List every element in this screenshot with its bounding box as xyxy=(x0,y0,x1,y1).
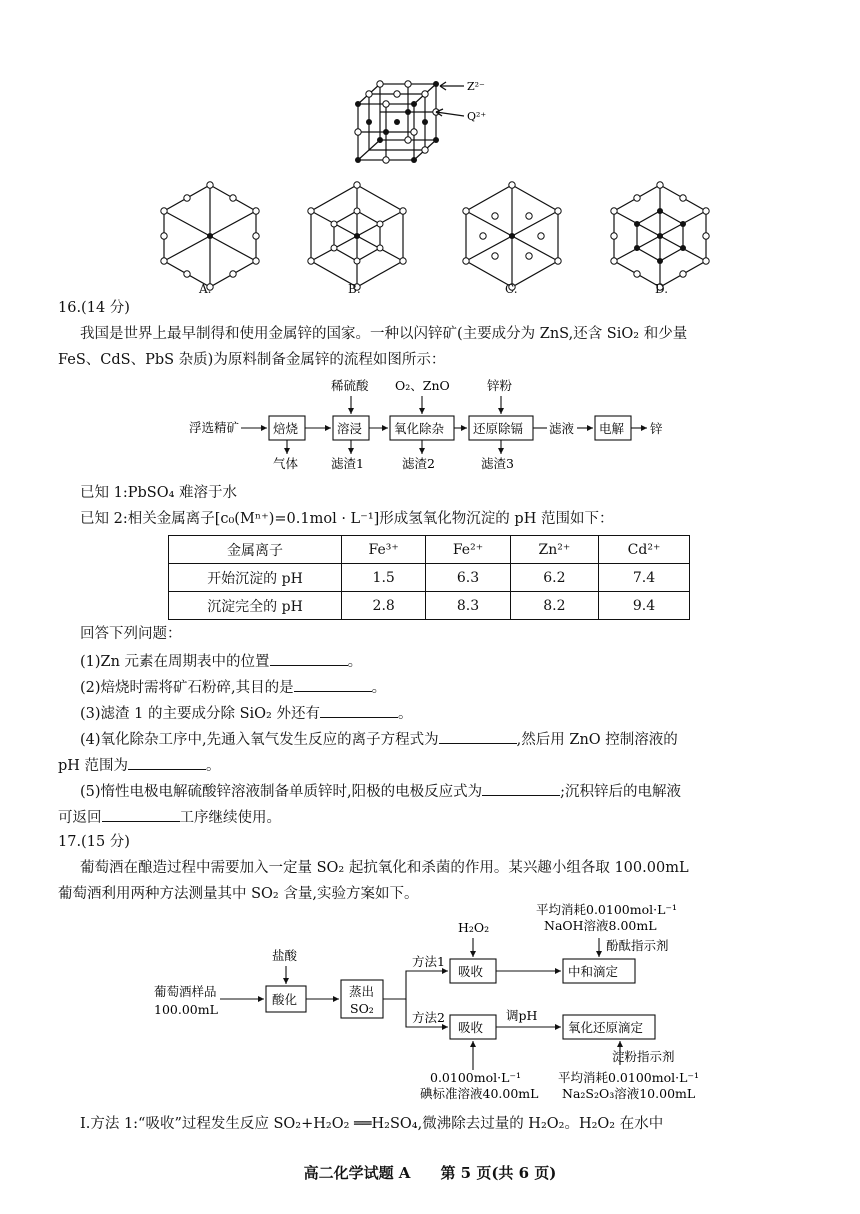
option-a-label: A. xyxy=(199,282,212,296)
q16-sub2: (2)焙烧时需将矿石粉碎,其目的是 。 xyxy=(80,677,386,698)
q16-intro-1: 我国是世界上最早制得和使用金属锌的国家。一种以闪锌矿(主要成分为 ZnS,还含 SiO₂ 和少量 xyxy=(80,326,688,342)
flow-step-roast: 焙烧 xyxy=(273,421,299,436)
option-c-label: C. xyxy=(505,282,518,296)
q17-acidify: 酸化 xyxy=(272,992,298,1007)
q17-na2s2o3-conc: 平均消耗0.0100mol·L⁻¹ xyxy=(558,1070,699,1085)
page-footer: 高二化学试题 A 第 5 页(共 6 页) xyxy=(303,1164,557,1182)
flow-reagent-acid: 稀硫酸 xyxy=(331,378,369,393)
q17-method2: 方法2 xyxy=(412,1010,445,1025)
q17-absorb-1: 吸收 xyxy=(458,964,484,979)
table-row xyxy=(169,564,690,592)
q17-iodine-vol: 碘标准溶液40.00mL xyxy=(420,1086,539,1101)
q16-header: 16.(14 分) xyxy=(58,300,130,316)
q16-answer-prompt: 回答下列问题： xyxy=(80,626,182,642)
flow-product-zinc: 锌 xyxy=(650,421,663,436)
q17-redox-titration: 氧化还原滴定 xyxy=(568,1020,644,1035)
table-header-row xyxy=(169,536,690,564)
q17-starch: 淀粉指示剂 xyxy=(612,1049,675,1064)
table-cell: 7.4 xyxy=(599,564,690,592)
q17-sample-volume: 100.00mL xyxy=(154,1002,218,1017)
flow-step-oxidize: 氧化除杂 xyxy=(394,421,445,436)
q16-sub5-cont: 可返回 工序继续使用。 xyxy=(58,807,281,828)
q17-absorb-2: 吸收 xyxy=(458,1020,484,1035)
q17-header: 17.(15 分) xyxy=(58,834,130,850)
table-cell: 6.2 xyxy=(510,564,598,592)
answer-blank[interactable] xyxy=(128,755,206,770)
table-header: Zn²⁺ xyxy=(510,536,598,564)
q17-naoh-vol: NaOH溶液8.00mL xyxy=(544,918,657,933)
ph-table xyxy=(168,535,690,620)
flow-start: 浮选精矿 xyxy=(189,420,240,435)
flow-out-gas: 气体 xyxy=(273,456,299,471)
answer-blank[interactable] xyxy=(270,651,348,666)
flow-out-residue2: 滤渣2 xyxy=(402,456,435,471)
flow-filtrate: 滤液 xyxy=(549,421,575,436)
flow-reagent-o2: O₂、ZnO xyxy=(395,378,450,393)
q16-known-1: 已知 1:PbSO₄ 难溶于水 xyxy=(80,485,238,501)
table-header: 金属离子 xyxy=(169,536,342,564)
table-cell: 2.8 xyxy=(342,592,426,620)
flow-step-reduce: 还原除镉 xyxy=(473,421,524,436)
so2-experiment-flowchart xyxy=(150,900,720,1105)
option-b-label: B. xyxy=(348,282,361,296)
table-cell: 6.3 xyxy=(426,564,510,592)
crystal-lattice-figure xyxy=(340,62,510,172)
q16-known-2: 已知 2:相关金属离子[c₀(Mⁿ⁺)=0.1mol · L⁻¹]形成氢氧化物沉淀的 pH 范围如下： xyxy=(80,511,614,527)
q17-naoh-conc: 平均消耗0.0100mol·L⁻¹ xyxy=(536,902,677,917)
table-header: Fe³⁺ xyxy=(342,536,426,564)
q16-sub4: (4)氧化除杂工序中,先通入氧气发生反应的离子方程式为 ,然后用 ZnO 控制溶液的 xyxy=(80,729,678,750)
zinc-process-flowchart xyxy=(185,374,685,474)
q17-iodine-conc: 0.0100mol·L⁻¹ xyxy=(430,1070,521,1085)
q17-distill-so2: SO₂ xyxy=(350,1001,374,1016)
q17-acid: 盐酸 xyxy=(272,948,298,963)
answer-blank[interactable] xyxy=(294,677,372,692)
option-d-label: D. xyxy=(655,282,669,296)
q17-h2o2: H₂O₂ xyxy=(458,920,490,935)
answer-blank[interactable] xyxy=(102,807,180,822)
table-row xyxy=(169,592,690,620)
flow-step-leach: 溶浸 xyxy=(337,421,363,436)
flow-out-residue3: 滤渣3 xyxy=(481,456,514,471)
q16-intro-2: FeS、CdS、PbS 杂质)为原料制备金属锌的流程如图所示： xyxy=(58,352,446,368)
q16-sub1: (1)Zn 元素在周期表中的位置 。 xyxy=(80,651,362,672)
table-cell: 8.3 xyxy=(426,592,510,620)
q17-intro-1: 葡萄酒在酿造过程中需要加入一定量 SO₂ 起抗氧化和杀菌的作用。某兴趣小组各取 100.00mL xyxy=(80,860,689,876)
q-ion-label: Q²⁺ xyxy=(467,110,487,123)
table-header: Fe²⁺ xyxy=(426,536,510,564)
table-cell: 9.4 xyxy=(599,592,690,620)
q17-na2s2o3-vol: Na₂S₂O₃溶液10.00mL xyxy=(562,1086,696,1101)
q17-method1: 方法1 xyxy=(412,954,445,969)
table-header: Cd²⁺ xyxy=(599,536,690,564)
q17-neutral-titration: 中和滴定 xyxy=(568,964,619,979)
table-cell: 8.2 xyxy=(510,592,598,620)
q17-sample-label: 葡萄酒样品 xyxy=(154,984,217,999)
flow-out-residue1: 滤渣1 xyxy=(331,456,364,471)
q17-distill: 蒸出 xyxy=(349,984,375,999)
answer-blank[interactable] xyxy=(439,729,517,744)
q17-adjust-ph: 调pH xyxy=(506,1008,538,1023)
q17-phenolphthalein: 酚酞指示剂 xyxy=(606,938,669,953)
table-cell: 1.5 xyxy=(342,564,426,592)
z-ion-label: Z²⁻ xyxy=(467,80,485,93)
q16-sub3: (3)滤渣 1 的主要成分除 SiO₂ 外还有 。 xyxy=(80,703,412,724)
flow-reagent-zn: 锌粉 xyxy=(487,378,513,393)
hexagon-options-figure xyxy=(150,180,710,295)
q17-intro-2: 葡萄酒利用两种方法测量其中 SO₂ 含量,实验方案如下。 xyxy=(58,886,419,902)
flow-step-electrolysis: 电解 xyxy=(599,421,625,436)
table-cell: 开始沉淀的 pH xyxy=(169,564,342,592)
answer-blank[interactable] xyxy=(320,703,398,718)
answer-blank[interactable] xyxy=(482,781,560,796)
q16-sub5: (5)惰性电极电解硫酸锌溶液制备单质锌时,阳极的电极反应式为 ;沉积锌后的电解液 xyxy=(80,781,681,802)
q16-sub4-cont: pH 范围为 。 xyxy=(58,755,221,776)
q17-method1-text: Ⅰ.方法 1:“吸收”过程发生反应 SO₂+H₂O₂ ══H₂SO₄,微沸除去过量的 H₂O₂。H₂O₂ 在水中 xyxy=(80,1116,664,1132)
table-cell: 沉淀完全的 pH xyxy=(169,592,342,620)
